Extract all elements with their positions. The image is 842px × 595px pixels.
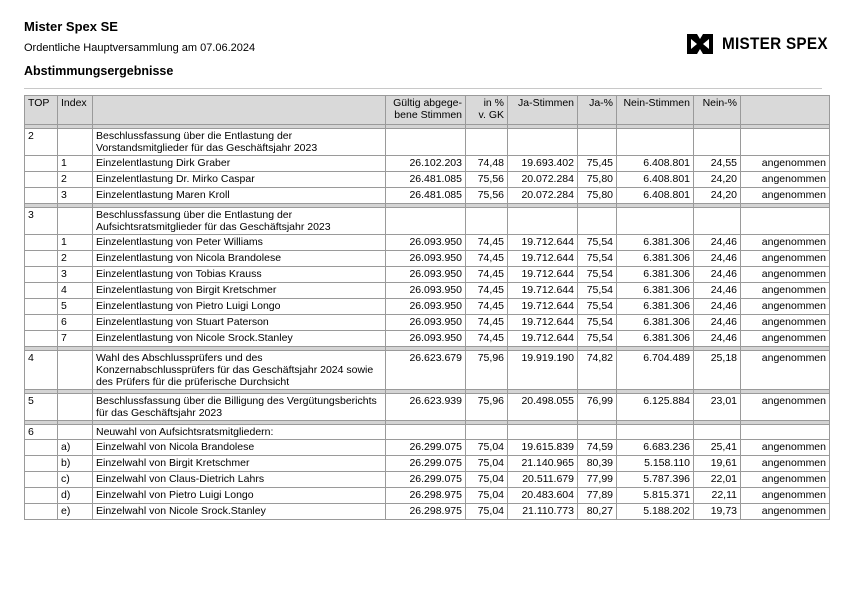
agenda-number [25, 456, 58, 472]
valid-votes: 26.093.950 [386, 267, 466, 283]
yes-votes: 19.712.644 [508, 267, 578, 283]
vote-result: angenommen [741, 299, 830, 315]
yes-percent [578, 208, 617, 235]
no-percent [694, 208, 741, 235]
vote-result [741, 208, 830, 235]
yes-percent: 75,80 [578, 188, 617, 204]
agenda-number [25, 283, 58, 299]
yes-percent: 75,54 [578, 283, 617, 299]
yes-percent: 75,45 [578, 156, 617, 172]
no-percent: 24,46 [694, 315, 741, 331]
no-percent: 24,46 [694, 235, 741, 251]
agenda-item-row [25, 394, 830, 421]
agenda-item-row [25, 129, 830, 156]
row-index: 3 [58, 188, 93, 204]
results-table [24, 95, 830, 520]
agenda-number [25, 440, 58, 456]
table-row [25, 156, 830, 172]
yes-percent: 75,54 [578, 235, 617, 251]
col-header-description [93, 96, 386, 125]
valid-votes: 26.299.075 [386, 472, 466, 488]
pct-of-capital: 75,04 [466, 504, 508, 520]
table-row [25, 235, 830, 251]
row-description: Einzelentlastung von Nicole Srock.Stanley [93, 331, 386, 347]
vote-result: angenommen [741, 251, 830, 267]
no-votes: 5.815.371 [617, 488, 694, 504]
company-name: Mister Spex SE [24, 19, 118, 34]
row-index: 2 [58, 251, 93, 267]
row-description: Einzelwahl von Pietro Luigi Longo [93, 488, 386, 504]
yes-percent: 76,99 [578, 394, 617, 421]
no-percent: 24,46 [694, 299, 741, 315]
agenda-number: 2 [25, 129, 58, 156]
yes-votes: 19.712.644 [508, 315, 578, 331]
company-logo [686, 33, 840, 55]
yes-votes: 19.712.644 [508, 299, 578, 315]
no-percent: 24,46 [694, 283, 741, 299]
yes-percent: 74,82 [578, 351, 617, 390]
agenda-number: 6 [25, 425, 58, 440]
yes-votes: 20.511.679 [508, 472, 578, 488]
agenda-number [25, 235, 58, 251]
agenda-title: Beschlussfassung über die Entlastung der Vorstandsmitglieder für das Geschäftsjahr 2023 [93, 129, 386, 156]
agenda-index [58, 394, 93, 421]
valid-votes: 26.102.203 [386, 156, 466, 172]
pct-of-capital: 74,45 [466, 299, 508, 315]
yes-votes: 19.712.644 [508, 331, 578, 347]
table-row [25, 283, 830, 299]
no-percent: 24,55 [694, 156, 741, 172]
table-row [25, 331, 830, 347]
yes-votes [508, 129, 578, 156]
table-row [25, 456, 830, 472]
row-description: Einzelwahl von Birgit Kretschmer [93, 456, 386, 472]
row-description: Einzelwahl von Nicola Brandolese [93, 440, 386, 456]
yes-percent: 75,54 [578, 299, 617, 315]
row-index: c) [58, 472, 93, 488]
valid-votes: 26.093.950 [386, 331, 466, 347]
yes-percent: 77,99 [578, 472, 617, 488]
agenda-index [58, 129, 93, 156]
pct-of-capital: 75,96 [466, 394, 508, 421]
document-title: Abstimmungsergebnisse [24, 64, 174, 78]
valid-votes: 26.093.950 [386, 283, 466, 299]
yes-percent [578, 129, 617, 156]
valid-votes [386, 425, 466, 440]
yes-votes [508, 208, 578, 235]
vote-result: angenommen [741, 331, 830, 347]
pct-of-capital: 75,56 [466, 188, 508, 204]
vote-result: angenommen [741, 315, 830, 331]
table-row [25, 315, 830, 331]
agenda-number: 5 [25, 394, 58, 421]
col-header-valid-votes-line1: Gültig abgege- [393, 97, 462, 109]
agenda-index [58, 351, 93, 390]
agenda-number [25, 504, 58, 520]
col-header-valid-votes [386, 96, 466, 125]
vote-result [741, 129, 830, 156]
no-votes: 6.381.306 [617, 283, 694, 299]
row-description: Einzelentlastung Dr. Mirko Caspar [93, 172, 386, 188]
vote-result: angenommen [741, 188, 830, 204]
valid-votes: 26.481.085 [386, 172, 466, 188]
valid-votes: 26.298.975 [386, 488, 466, 504]
agenda-index [58, 208, 93, 235]
table-row [25, 440, 830, 456]
glasses-logo-icon [686, 33, 714, 55]
row-description: Einzelentlastung Dirk Graber [93, 156, 386, 172]
table-row [25, 188, 830, 204]
row-description: Einzelentlastung von Peter Williams [93, 235, 386, 251]
col-header-no-votes: Nein-Stimmen [617, 96, 694, 125]
yes-percent: 74,59 [578, 440, 617, 456]
yes-votes: 19.615.839 [508, 440, 578, 456]
no-percent: 25,18 [694, 351, 741, 390]
agenda-number [25, 172, 58, 188]
valid-votes: 26.093.950 [386, 235, 466, 251]
agenda-number [25, 488, 58, 504]
col-header-pct-gk [466, 96, 508, 125]
agenda-item-row [25, 425, 830, 440]
no-votes: 5.787.396 [617, 472, 694, 488]
valid-votes: 26.093.950 [386, 251, 466, 267]
logo-wordmark: MISTER SPEX [722, 34, 828, 53]
vote-result: angenommen [741, 267, 830, 283]
no-percent: 19,73 [694, 504, 741, 520]
no-votes: 6.381.306 [617, 267, 694, 283]
row-description: Einzelentlastung von Pietro Luigi Longo [93, 299, 386, 315]
yes-votes: 20.498.055 [508, 394, 578, 421]
no-votes: 5.188.202 [617, 504, 694, 520]
agenda-number [25, 188, 58, 204]
no-votes: 6.125.884 [617, 394, 694, 421]
header-divider [24, 88, 822, 89]
pct-of-capital: 75,04 [466, 488, 508, 504]
agenda-title: Wahl des Abschlussprüfers und des Konzernabschlussprüfers für das Geschäftsjahr 2024 sowie des Prüfers für die prüferische Durchsicht [93, 351, 386, 390]
table-row [25, 504, 830, 520]
agenda-title: Beschlussfassung über die Billigung des Vergütungsberichts für das Geschäftsjahr 2023 [93, 394, 386, 421]
row-index: 5 [58, 299, 93, 315]
row-description: Einzelentlastung von Stuart Paterson [93, 315, 386, 331]
pct-of-capital [466, 208, 508, 235]
row-description: Einzelentlastung Maren Kroll [93, 188, 386, 204]
row-index: 4 [58, 283, 93, 299]
no-percent: 24,46 [694, 267, 741, 283]
pct-of-capital: 74,45 [466, 235, 508, 251]
col-header-index: Index [58, 96, 93, 125]
yes-votes: 19.712.644 [508, 251, 578, 267]
vote-result: angenommen [741, 472, 830, 488]
no-percent: 22,01 [694, 472, 741, 488]
no-votes: 6.683.236 [617, 440, 694, 456]
yes-votes: 19.919.190 [508, 351, 578, 390]
no-percent: 25,41 [694, 440, 741, 456]
row-description: Einzelentlastung von Tobias Krauss [93, 267, 386, 283]
vote-result: angenommen [741, 488, 830, 504]
yes-percent: 75,54 [578, 315, 617, 331]
valid-votes: 26.299.075 [386, 456, 466, 472]
vote-result: angenommen [741, 235, 830, 251]
row-description: Einzelwahl von Claus-Dietrich Lahrs [93, 472, 386, 488]
no-votes: 5.158.110 [617, 456, 694, 472]
yes-percent: 75,54 [578, 251, 617, 267]
yes-votes: 20.483.604 [508, 488, 578, 504]
row-description: Einzelentlastung von Birgit Kretschmer [93, 283, 386, 299]
agenda-number [25, 299, 58, 315]
agenda-number [25, 156, 58, 172]
table-row [25, 299, 830, 315]
vote-result: angenommen [741, 351, 830, 390]
row-description: Einzelwahl von Nicole Srock.Stanley [93, 504, 386, 520]
no-votes [617, 208, 694, 235]
yes-votes: 19.693.402 [508, 156, 578, 172]
yes-votes [508, 425, 578, 440]
vote-result: angenommen [741, 156, 830, 172]
yes-percent [578, 425, 617, 440]
col-header-pct-gk-line1: in % [483, 97, 504, 109]
no-votes [617, 425, 694, 440]
table-row [25, 267, 830, 283]
row-index: d) [58, 488, 93, 504]
table-row [25, 472, 830, 488]
vote-result: angenommen [741, 440, 830, 456]
valid-votes: 26.093.950 [386, 315, 466, 331]
col-header-no-pct: Nein-% [694, 96, 741, 125]
yes-percent: 75,80 [578, 172, 617, 188]
vote-result [741, 425, 830, 440]
col-header-yes-pct: Ja-% [578, 96, 617, 125]
valid-votes: 26.623.939 [386, 394, 466, 421]
agenda-index [58, 425, 93, 440]
table-header-row [25, 96, 830, 125]
agenda-number: 3 [25, 208, 58, 235]
yes-percent: 75,54 [578, 331, 617, 347]
meeting-date: Ordentliche Hauptversammlung am 07.06.2024 [24, 42, 256, 54]
row-index: a) [58, 440, 93, 456]
no-percent [694, 425, 741, 440]
valid-votes: 26.298.975 [386, 504, 466, 520]
pct-of-capital: 74,45 [466, 331, 508, 347]
table-row [25, 251, 830, 267]
row-index: 6 [58, 315, 93, 331]
yes-percent: 77,89 [578, 488, 617, 504]
no-percent: 24,46 [694, 331, 741, 347]
col-header-pct-gk-line2: v. GK [478, 109, 504, 121]
no-votes: 6.408.801 [617, 172, 694, 188]
results-body [25, 125, 830, 520]
yes-votes: 21.140.965 [508, 456, 578, 472]
no-votes: 6.381.306 [617, 235, 694, 251]
row-index: 1 [58, 235, 93, 251]
pct-of-capital: 74,48 [466, 156, 508, 172]
agenda-item-row [25, 351, 830, 390]
no-percent: 24,20 [694, 188, 741, 204]
table-row [25, 488, 830, 504]
agenda-number: 4 [25, 351, 58, 390]
no-percent: 24,46 [694, 251, 741, 267]
col-header-result [741, 96, 830, 125]
vote-result: angenommen [741, 172, 830, 188]
no-percent: 24,20 [694, 172, 741, 188]
col-header-yes-votes: Ja-Stimmen [508, 96, 578, 125]
yes-percent: 75,54 [578, 267, 617, 283]
no-votes: 6.381.306 [617, 315, 694, 331]
agenda-title: Beschlussfassung über die Entlastung der Aufsichtsratsmitglieder für das Geschäftsjahr 2023 [93, 208, 386, 235]
pct-of-capital [466, 425, 508, 440]
agenda-number [25, 315, 58, 331]
pct-of-capital: 75,04 [466, 440, 508, 456]
agenda-number [25, 251, 58, 267]
no-votes: 6.381.306 [617, 251, 694, 267]
vote-result: angenommen [741, 456, 830, 472]
yes-percent: 80,39 [578, 456, 617, 472]
yes-votes: 20.072.284 [508, 188, 578, 204]
col-header-top: TOP [25, 96, 58, 125]
yes-votes: 21.110.773 [508, 504, 578, 520]
agenda-number [25, 267, 58, 283]
agenda-item-row [25, 208, 830, 235]
yes-votes: 20.072.284 [508, 172, 578, 188]
table-row [25, 172, 830, 188]
no-percent: 22,11 [694, 488, 741, 504]
pct-of-capital: 74,45 [466, 251, 508, 267]
row-index: 7 [58, 331, 93, 347]
valid-votes: 26.299.075 [386, 440, 466, 456]
pct-of-capital: 75,04 [466, 456, 508, 472]
vote-result: angenommen [741, 394, 830, 421]
pct-of-capital: 74,45 [466, 267, 508, 283]
no-votes: 6.408.801 [617, 188, 694, 204]
valid-votes [386, 129, 466, 156]
pct-of-capital: 75,04 [466, 472, 508, 488]
yes-votes: 19.712.644 [508, 235, 578, 251]
valid-votes: 26.093.950 [386, 299, 466, 315]
no-votes: 6.381.306 [617, 299, 694, 315]
valid-votes: 26.623.679 [386, 351, 466, 390]
no-votes [617, 129, 694, 156]
pct-of-capital: 74,45 [466, 315, 508, 331]
col-header-valid-votes-line2: bene Stimmen [394, 109, 462, 121]
agenda-number [25, 472, 58, 488]
row-index: 1 [58, 156, 93, 172]
valid-votes [386, 208, 466, 235]
row-index: e) [58, 504, 93, 520]
no-percent: 23,01 [694, 394, 741, 421]
yes-votes: 19.712.644 [508, 283, 578, 299]
agenda-number [25, 331, 58, 347]
no-percent [694, 129, 741, 156]
row-index: 2 [58, 172, 93, 188]
agenda-title: Neuwahl von Aufsichtsratsmitgliedern: [93, 425, 386, 440]
vote-result: angenommen [741, 504, 830, 520]
yes-percent: 80,27 [578, 504, 617, 520]
pct-of-capital [466, 129, 508, 156]
row-index: 3 [58, 267, 93, 283]
row-index: b) [58, 456, 93, 472]
valid-votes: 26.481.085 [386, 188, 466, 204]
row-description: Einzelentlastung von Nicola Brandolese [93, 251, 386, 267]
no-votes: 6.704.489 [617, 351, 694, 390]
vote-result: angenommen [741, 283, 830, 299]
pct-of-capital: 75,96 [466, 351, 508, 390]
no-votes: 6.381.306 [617, 331, 694, 347]
pct-of-capital: 74,45 [466, 283, 508, 299]
pct-of-capital: 75,56 [466, 172, 508, 188]
no-votes: 6.408.801 [617, 156, 694, 172]
no-percent: 19,61 [694, 456, 741, 472]
